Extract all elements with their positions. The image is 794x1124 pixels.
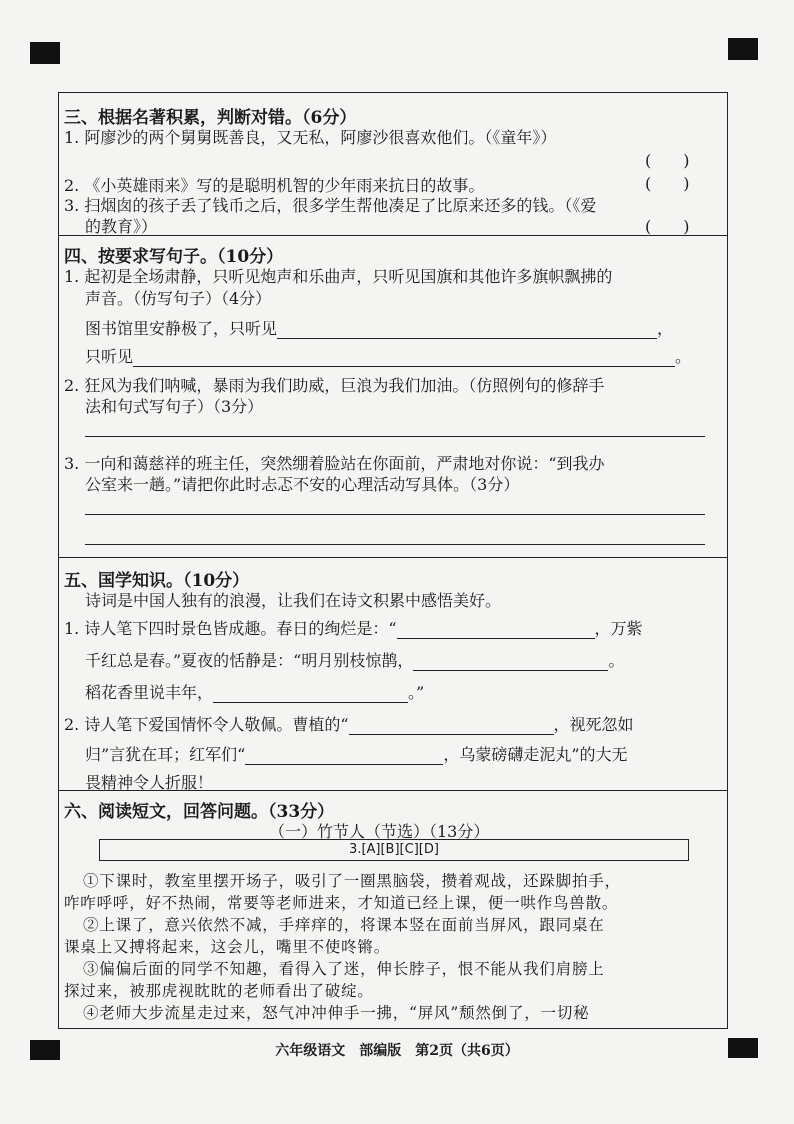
prompt-end: ，万紫	[594, 619, 643, 638]
section-6	[59, 791, 727, 1030]
question-4-1-line2: 声音。（仿写句子）（4分）	[85, 289, 272, 308]
question-5-2-line1	[64, 712, 634, 735]
prompt-text: 只听见	[85, 347, 134, 366]
registration-mark-top-right	[728, 38, 758, 60]
paragraph-2-line2: 课桌上又搏将起来，这会儿，嘴里不使咚锵。	[64, 938, 391, 956]
registration-mark-top-left	[30, 42, 60, 64]
section-3	[59, 93, 727, 236]
question-5-1-line1	[64, 616, 643, 639]
prompt-end: 。”	[408, 683, 425, 702]
section-4-title: 四、按要求写句子。（10分）	[64, 247, 284, 267]
exam-frame	[58, 92, 728, 1029]
prompt-text: 2. 诗人笔下爱国情怀令人敬佩。曹植的“	[64, 715, 349, 734]
question-4-2-line1: 2. 狂风为我们呐喊，暴雨为我们助威，巨浪为我们加油。（仿照例句的修辞手	[64, 376, 605, 395]
answer-blank-5-1a[interactable]	[397, 620, 595, 639]
answer-paren-3-3[interactable]: ( )	[645, 217, 690, 236]
question-5-1-line3	[85, 680, 424, 703]
prompt-text: 千红总是春。”夏夜的恬静是：“明月别枝惊鹊，	[85, 651, 414, 670]
paragraph-2-line1: ②上课了，意兴依然不减，手痒痒的，将课本竖在面前当屏风，跟同桌在	[83, 916, 605, 934]
question-4-1-line1: 1. 起初是全场肃静，只听见炮声和乐曲声，只听见国旗和其他许多旗帜飘拂的	[64, 267, 613, 286]
paragraph-3-line1: ③偏偏后面的同学不知趣，看得入了迷，伸长脖子，恨不能从我们肩膀上	[83, 960, 605, 978]
prompt-text: 稻花香里说丰年，	[85, 683, 214, 702]
section-5-title: 五、国学知识。（10分）	[64, 571, 250, 591]
question-3-3-line2: 的教育》）	[85, 217, 158, 236]
question-3-1: 1. 阿廖沙的两个舅舅既善良，又无私，阿廖沙很喜欢他们。（《童年》）	[64, 128, 557, 147]
paragraph-1-line1: ①下课时，教室里摆开场子，吸引了一圈黑脑袋，攒着观战，还跺脚拍手，	[83, 872, 621, 890]
prompt-end: 。	[608, 651, 625, 670]
prompt-text: 归”言犹在耳；红军们“	[85, 745, 246, 764]
answer-blank-4-1b[interactable]	[133, 348, 675, 367]
prompt-end: ，乌蒙磅礴走泥丸”的大无	[443, 745, 628, 764]
prompt-end: ，视死忽如	[553, 715, 634, 734]
reading-subtitle: （一）竹节人（节选）（13分）	[269, 822, 490, 841]
section-5	[59, 558, 727, 791]
answer-line-4-2[interactable]	[85, 436, 705, 437]
question-3-2: 2. 《小英雄雨来》写的是聪明机智的少年雨来抗日的故事。	[64, 176, 485, 195]
section-3-title: 三、根据名著积累，判断对错。（6分）	[64, 108, 357, 128]
prompt-end: ，	[657, 319, 674, 338]
question-4-1-prompt1	[85, 316, 673, 339]
prompt-end: 。	[675, 347, 692, 366]
answer-blank-5-1b[interactable]	[413, 652, 608, 671]
question-5-1-line2	[85, 648, 624, 671]
question-4-3-line2: 公室来一趟。”请把你此时忐忑不安的心理活动写具体。（3分）	[85, 475, 520, 494]
answer-blank-5-1c[interactable]	[213, 684, 408, 703]
answer-line-4-3b[interactable]	[85, 544, 705, 545]
question-4-2-line2: 法和句式写句子）（3分）	[85, 397, 264, 416]
page-footer: 六年级语文 部编版 第2页（共6页）	[275, 1043, 519, 1059]
prompt-text: 图书馆里安静极了，只听见	[85, 319, 278, 338]
question-4-3-line1: 3. 一向和蔼慈祥的班主任，突然绷着脸站在你面前，严肃地对你说：“到我办	[64, 454, 605, 473]
paragraph-3-line2: 探过来，被那虎视眈眈的老师看出了破绽。	[64, 982, 374, 1000]
question-4-1-prompt2	[85, 344, 691, 367]
prompt-text: 1. 诗人笔下四时景色皆成趣。春日的绚烂是：“	[64, 619, 397, 638]
answer-paren-3-1[interactable]: ( )	[645, 151, 690, 170]
answer-blank-5-2a[interactable]	[349, 716, 554, 735]
answer-choice-box[interactable]: 3.[A][B][C][D]	[99, 839, 689, 861]
paragraph-1-line2: 咋咋呼呼，好不热闹，常要等老师进来，才知道已经上课，便一哄作鸟兽散。	[64, 894, 619, 912]
paragraph-4-line1: ④老师大步流星走过来，怒气冲冲伸手一拂，“屏风”颓然倒了，一切秘	[83, 1004, 590, 1022]
answer-blank-5-2b[interactable]	[245, 746, 443, 765]
section-6-title: 六、阅读短文，回答问题。（33分）	[64, 802, 335, 822]
question-5-2-line2	[85, 742, 628, 765]
section-4	[59, 236, 727, 558]
answer-line-4-3a[interactable]	[85, 514, 705, 515]
answer-paren-3-2[interactable]: ( )	[645, 174, 690, 193]
answer-blank-4-1a[interactable]	[277, 320, 657, 339]
section-5-intro: 诗词是中国人独有的浪漫，让我们在诗文积累中感悟美好。	[85, 591, 502, 610]
question-3-3-line1: 3. 扫烟囱的孩子丢了钱币之后，很多学生帮他凑足了比原来还多的钱。（《爱	[64, 196, 597, 215]
question-5-2-line3: 畏精神令人折服！	[85, 773, 214, 792]
